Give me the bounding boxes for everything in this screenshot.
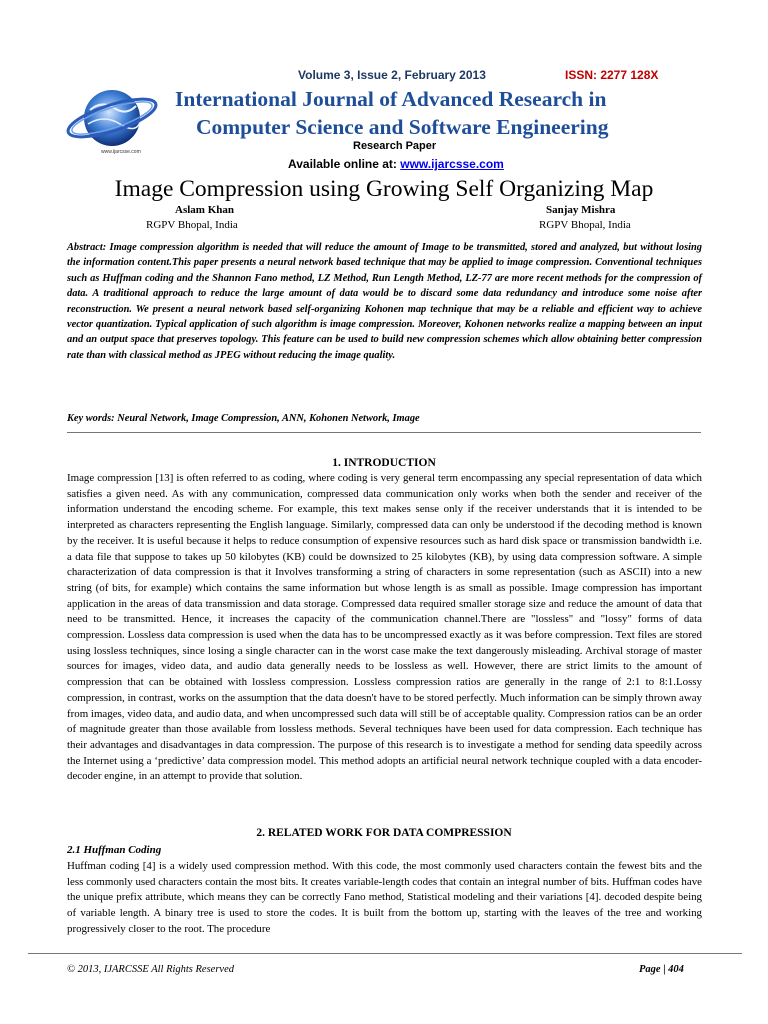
journal-link[interactable]: www.ijarcsse.com [400,157,504,171]
intro-paragraph: Image compression [13] is often referred to as coding, where coding is very general term encompassing any special representation of data which satisfies a given need. As with any communication, compressed data communication only works when both the sender and receiver of the information understand the encoding scheme. For example, this text makes sense only if the receiver understands that it is intended to be interpreted as characters representing the English language. Similarly, compressed data can only be understood if the decoding method is known by the receiver. It is useful because it helps to reduce consumption of expensive resources such as hard disk space or transmission bandwidth i.e. a data file that suppose to takes up 50 kilobytes (KB) could be downsized to 25 kilobytes (KB), by using data compression software. A simple characterization of data compression is that it Involves transforming a string of characters in some representation (such as ASCII) into a new string (of bits, for example) which contains the same information but whose length is as small as possible. Image compression has important application in the areas of data transmission and data storage. Compressed data required smaller storage size and reduce the amount of data that need to be transmitted. Hence, it increases the capacity of the communication channel.There are "lossless" and "lossy" forms of data compression. Lossless data compression is used when the data has to be uncompressed exactly as it was before compression. Text files are stored using lossless techniques, since losing a single character can in the worst case make the text dangerously misleading. Archival storage of master sources for images, video data, and audio data generally needs to be lossless as well. However, there are strict limits to the amount of compression that can be obtained with lossless compression. Lossless compression ratios are generally in the range of 2:1 to 8:1.Lossy compression, in contrast, works on the assumption that the data doesn't have to be stored perfectly. Much information can be simply thrown away from images, video data, and audio data, and when uncompressed such data will still be of acceptable quality. Compression ratios can be an order of magnitude greater than those available from lossless methods. Several techniques have been used for data compression. Each technique has their advantages and disadvantages in data compression. The purpose of this research is to investigate a method for sending data speedily across the Internet using a ‘predictive’ data compression model. This method adopts an artificial neural network technique coupled with a data encoder-decoder engine, in an attempt to provide that solution. [67,472,702,783]
page-number: Page | 404 [639,964,684,975]
abstract: Abstract: Image compression algorithm is needed that will reduce the amount of Image to be transmitted, stored and analyzed, but without losing the information content.This paper presents a neural network based technique that may be applied to image compression. Conventional techniques such as Huffman coding and the Shannon Fano method, LZ Method, Run Length Method, LZ-77 are more recent methods for the compression of data. A traditional approach to reduce the large amount of data would be to discard some data redundancy and introduce some noise after reconstruction. We present a neural network based self-organizing Kohonen map technique that may be a reliable and efficient way to achieve vector quantization. Typical application of such algorithm is image compression. Moreover, Kohonen networks realize a mapping between an input and an output space that preserves topology. This feature can be used to build new compression schemes which allow obtaining better compression rate than with classical method as JPEG without reducing the image quality. [67,242,702,361]
author-affiliation: RGPV Bhopal, India [146,219,238,231]
section-heading: 1. INTRODUCTION [332,457,436,469]
available-label: Available online at: [288,157,401,171]
copyright: © 2013, IJARCSSE All Rights Reserved [67,964,235,975]
journal-title-line1: International Journal of Advanced Research in [175,87,607,111]
paper-type: Research Paper [353,140,437,152]
available-online [288,157,504,171]
author-name: Aslam Khan [175,204,234,216]
volume-info: Volume 3, Issue 2, February 2013 [298,68,486,82]
author-affiliation: RGPV Bhopal, India [539,219,631,231]
journal-title-line2: Computer Science and Software Engineering [196,115,609,139]
author-name: Sanjay Mishra [546,204,616,216]
issn: ISSN: 2277 128X [565,68,659,82]
paper-title: Image Compression using Growing Self Organizing Map [114,176,654,202]
journal-title [175,85,695,141]
footer-divider [28,953,742,954]
keywords: Key words: Neural Network, Image Compression, ANN, Kohonen Network, Image [67,413,420,424]
huffman-paragraph: Huffman coding [4] is a widely used compression method. With this code, the most commonly used characters contain the fewest bits and the less commonly used characters contain the most bits. It creates variable-length codes that contain an integral number of bits. Huffman codes have the unique prefix attribute, which means they can be correctly Fano method, Statistical modeling and their variations [4]. decoded despite being of variable length. A binary tree is used to store the codes. It is built from the bottom up, starting with the leaves of the tree and working progressively closer to the root. The procedure [67,860,702,935]
subsection-heading: 2.1 Huffman Coding [67,844,162,856]
section-heading: 2. RELATED WORK FOR DATA COMPRESSION [256,827,512,839]
logo-url: www.ijarcsse.com [101,149,141,155]
divider [67,432,701,433]
